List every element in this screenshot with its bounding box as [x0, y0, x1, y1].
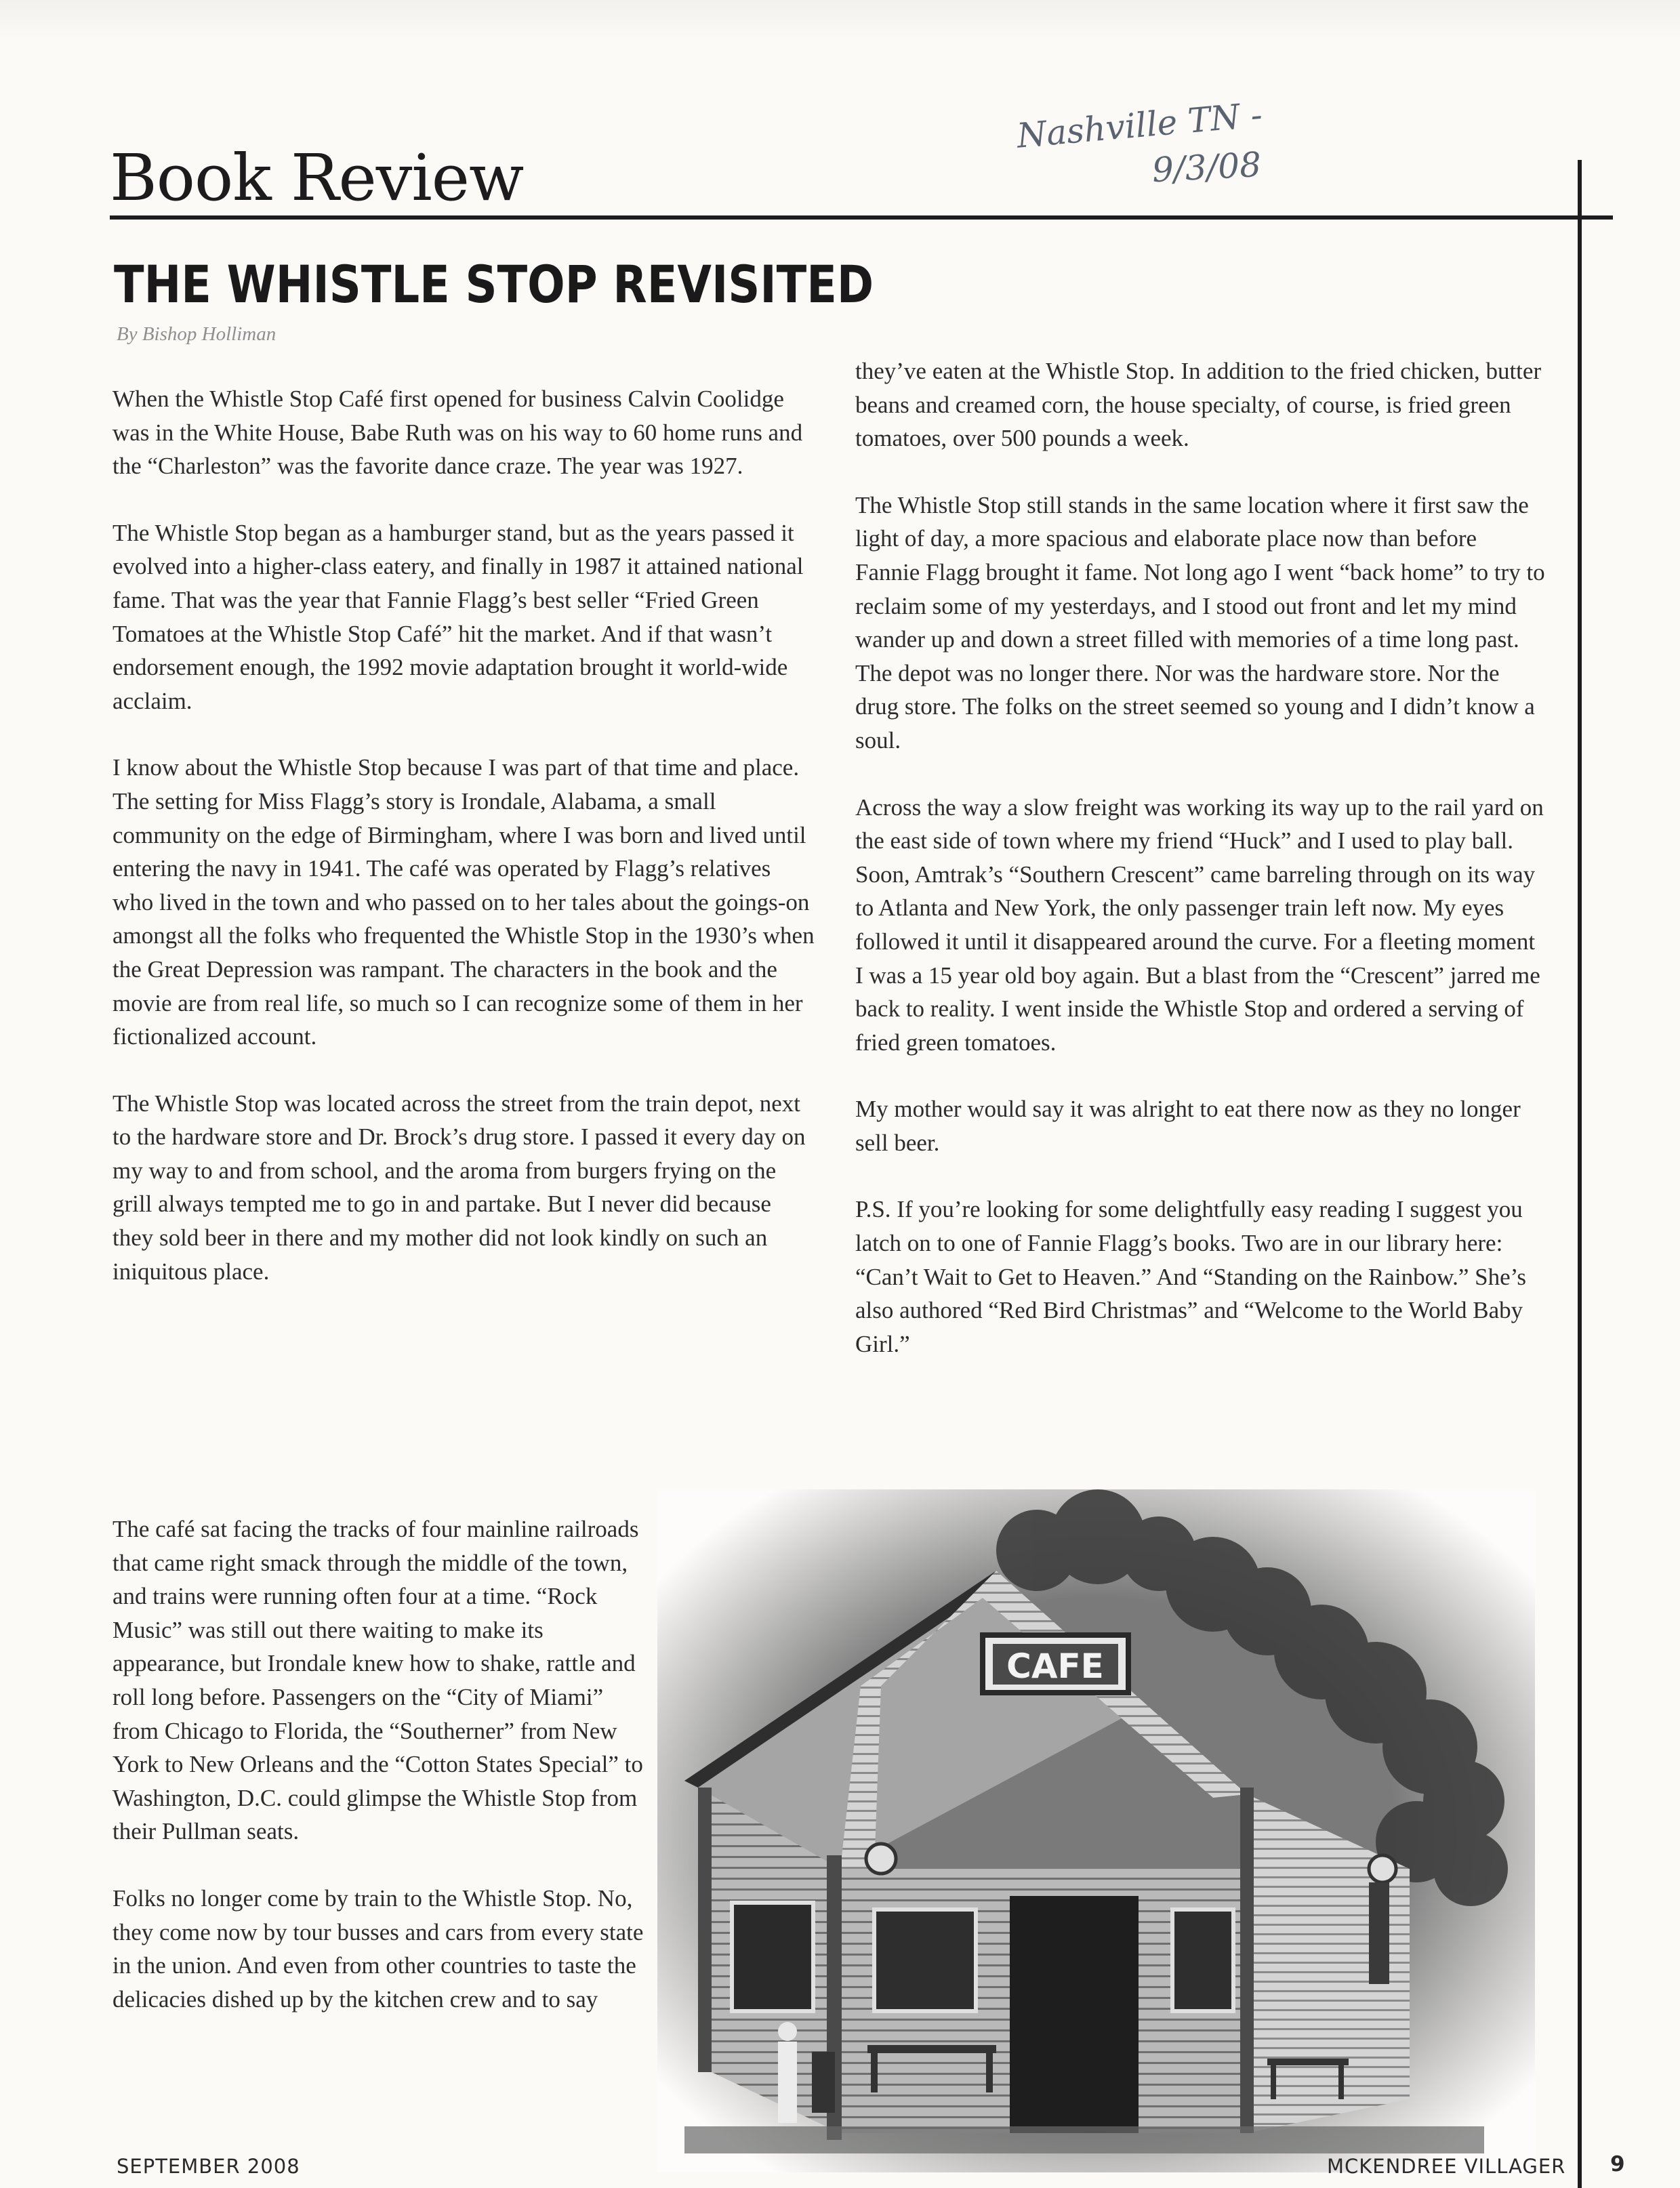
- gas-pump: [1369, 1882, 1389, 1984]
- article-column-left: [112, 382, 817, 1321]
- article-byline: By Bishop Holliman: [117, 323, 276, 345]
- page-number: 9: [1610, 2152, 1626, 2176]
- margin-rule: [1578, 160, 1582, 2188]
- cafe-illustration: [657, 1489, 1535, 2172]
- handwritten-note-date: 9/3/08: [1151, 144, 1263, 190]
- article-paragraph: P.S. If you’re looking for some delightfully easy reading I suggest you latch on to one of Fannie Flagg’s books. Two are in our library here: “Can’t Wait to Get to Heaven.” And “Standing on the Rainbow.” She’s also authored “Red Bird Christmas” and “Welcome to the World Baby Girl.”: [855, 1196, 1526, 1357]
- article-paragraph: The Whistle Stop still stands in the same location where it first saw the light of day, a more spacious and elaborate place now than before Fannie Flagg brought it fame. Not long ago I went “back home” to try to reclaim some of my yesterdays, and I stood out front and let my mind wander up and down a street filled with memories of a time long past. The depot was no longer there. Nor was the hardware store. Nor the drug store. The folks on the street seemed so young and I didn’t know a soul.: [855, 491, 1545, 754]
- cafe-sign: [983, 1635, 1128, 1693]
- footer-publication: MCKENDREE VILLAGER: [1327, 2155, 1566, 2178]
- article-headline: THE WHISTLE STOP REVISITED: [114, 254, 874, 314]
- cafe-sign-text: CAFE: [1006, 1647, 1104, 1686]
- cafe-photo: [657, 1489, 1535, 2172]
- article-column-right: [855, 354, 1546, 1394]
- article-paragraph: When the Whistle Stop Café first opened for business Calvin Coolidge was in the White House, Babe Ruth was on his way to 60 home runs and the “Charleston” was the favorite dance craze. The year was 1927.: [112, 386, 803, 480]
- article-paragraph: The Whistle Stop was located across the street from the train depot, next to the hardware store and Dr. Brock’s drug store. I passed it every day on my way to and from school, and the aroma from burgers frying on the grill always tempted me to go in and partake. But I never did because they sold beer in there and my mother did not look kindly on such an iniquitous place.: [112, 1090, 806, 1285]
- ground: [684, 2126, 1484, 2153]
- cafe-door: [1010, 1896, 1139, 2133]
- article-column-bottom: [112, 1512, 648, 2049]
- cafe-window-right: [1172, 1910, 1233, 2011]
- article-paragraph: I know about the Whistle Stop because I was part of that time and place. The setting for Miss Flagg’s story is Irondale, Alabama, a small community on the edge of Birmingham, where I was born and lived until entering the navy in 1941. The café was operated by Flagg’s relatives who lived in the town and who passed on to her tales about the goings-on amongst all the folks who frequented the Whistle Stop in the 1930’s when the Great Depression was rampant. The characters in the book and the movie are from real life, so much so I can recognize some of them in her fictionalized account.: [112, 754, 815, 1050]
- handwritten-note-city: Nashville TN -: [1015, 95, 1264, 156]
- cafe-window-front: [874, 1910, 976, 2011]
- section-label: Book Review: [110, 141, 524, 215]
- article-paragraph: they’ve eaten at the Whistle Stop. In addition to the fried chicken, butter beans and creamed corn, the house specialty, of course, is fried green tomatoes, over 500 pounds a week.: [855, 358, 1542, 452]
- cafe-window-left: [732, 1903, 813, 2011]
- barrel: [812, 2052, 835, 2113]
- article-paragraph: Folks no longer come by train to the Whistle Stop. No, they come now by tour busses and cars from every state in the union. And even from other countries to taste the delicacies dished up by the kitchen crew and to say: [112, 1884, 644, 2012]
- article-paragraph: The café sat facing the tracks of four mainline railroads that came right smack through the middle of the town, and trains were running often four at a time. “Rock Music” was still out there waiting to make its appearance, but Irondale knew how to shake, rattle and roll long before. Passengers on the “City of Miami” from Chicago to Florida, the “Southerner” from New York to New Orleans and the “Cotton States Special” to Washington, D.C. could glimpse the Whistle Stop from their Pullman seats.: [112, 1516, 643, 1845]
- section-rule: [110, 215, 1613, 220]
- article-paragraph: The Whistle Stop began as a hamburger stand, but as the years passed it evolved into a higher-class eatery, and finally in 1987 it attained national fame. That was the year that Fannie Flagg’s best seller “Fried Green Tomatoes at the Whistle Stop Café” hit the market. And if that wasn’t endorsement enough, the 1992 movie adaptation brought it world-wide acclaim.: [112, 519, 804, 714]
- footer-date: SEPTEMBER 2008: [117, 2155, 300, 2178]
- article-paragraph: My mother would say it was alright to eat there now as they no longer sell beer.: [855, 1096, 1521, 1156]
- article-paragraph: Across the way a slow freight was working its way up to the rail yard on the east side of town where my friend “Huck” and I used to play ball. Soon, Amtrak’s “Southern Crescent” came barreling through on its way to Atlanta and New York, the only passenger train left now. My eyes followed it until it disappeared around the curve. For a fleeting moment I was a 15 year old boy again. But a blast from the “Crescent” jarred me back to reality. I went inside the Whistle Stop and ordered a serving of fried green tomatoes.: [855, 793, 1544, 1056]
